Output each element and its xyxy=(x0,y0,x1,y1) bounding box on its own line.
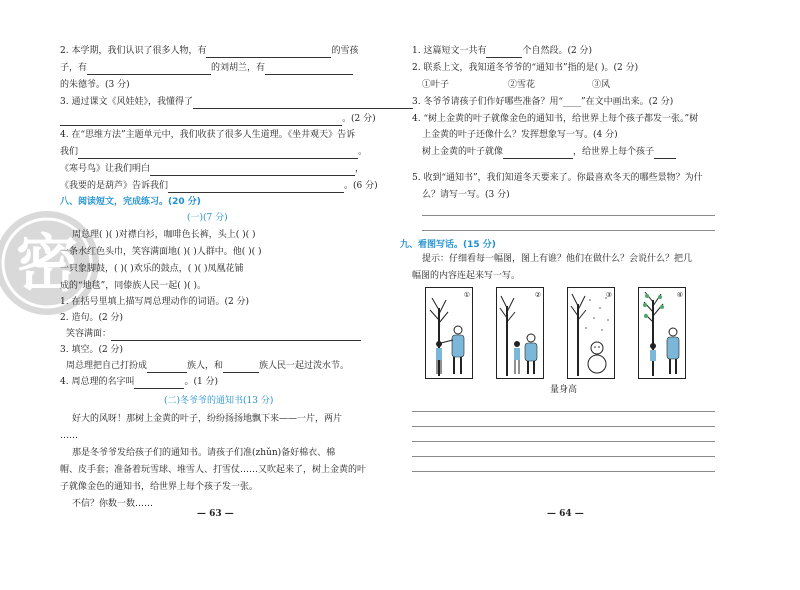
q2-line2: 子，有 的刘胡兰，有 xyxy=(60,62,353,75)
r-q5-line2: 么？请写一写。(3 分) xyxy=(422,190,510,200)
r-q1: 1. 这篇短文一共有 个自然段。(2 分) xyxy=(412,46,593,56)
r-q2-option-2: ②雪花 xyxy=(508,80,536,90)
picture-3: ③ xyxy=(567,287,615,379)
q4-line1: 4. 在“思维方法”主题单元中，我们收获了很多人生道理。《坐井观天》告诉 xyxy=(60,130,356,140)
answer-blank[interactable] xyxy=(78,148,358,159)
r-q2-option-1: ①叶子 xyxy=(422,80,450,90)
r-q4-line2: 上金黄的叶子还像什么？发挥想象写一写。(4 分) xyxy=(422,130,618,140)
page-number: — 64 — xyxy=(547,509,584,519)
answer-blank[interactable] xyxy=(265,64,353,75)
writing-line[interactable] xyxy=(412,456,715,457)
r-q4-line1: 4. “树上金黄的叶子就像金色的通知书，给世界上每个孩子都发一张。”树 xyxy=(412,114,699,124)
answer-blank[interactable] xyxy=(87,64,211,75)
writing-line[interactable] xyxy=(412,441,715,442)
passage1-p3: 一只象脚鼓，( )( )欢乐的鼓点，( )( )凤凰花铺 xyxy=(60,264,244,274)
passage2-p3: 那是冬爷爷发给孩子们的通知书。请孩子们准(zhǔn)备好棉衣、棉 xyxy=(72,448,336,458)
q2-line3: 的朱德爷。(3 分) xyxy=(60,80,130,90)
section-8-heading: 八、阅读短文，完成练习。(20 分) xyxy=(60,197,201,207)
right-page xyxy=(400,0,800,590)
r-q2: 2. 联系上文，我知道冬爷爷的“通知书”指的是( )。(2 分) xyxy=(412,63,639,73)
writing-line[interactable] xyxy=(412,411,715,412)
passage2-p4: 帽、皮手套；准备着玩雪球、堆雪人、打雪仗……又吹起来了，树上金黄的叶 xyxy=(60,465,367,475)
answer-blank[interactable] xyxy=(134,378,184,389)
answer-blank[interactable] xyxy=(111,330,361,341)
passage2-p5: 子就像金色的通知书，给世界上每个孩子发一张。 xyxy=(60,482,259,492)
tip-line1: 提示：仔细看每一幅图，图上有谁？他们在做什么？会说什么？把几 xyxy=(422,254,693,264)
r-q3: 3. 冬爷爷请孩子们作好哪些准备？用“____”在文中画出来。(2 分) xyxy=(412,97,674,107)
picture-1: ① xyxy=(425,287,473,379)
passage1-q3: 3. 填空。(2 分) xyxy=(60,345,124,355)
answer-blank[interactable] xyxy=(206,47,331,58)
answer-blank[interactable] xyxy=(147,362,187,373)
passage2-p6: 不信？你数一数…… xyxy=(72,499,154,509)
page-number: — 63 — xyxy=(197,509,234,519)
passage1-p4: 成的“地毯”，同傣族人民一起( )( )。 xyxy=(60,281,206,291)
passage2-p1: 好大的风呀！那树上金黄的叶子，纷纷扬扬地飘下来——一片，两片 xyxy=(72,414,343,424)
q4-line2: 我们 。 xyxy=(60,147,368,157)
answer-blank[interactable] xyxy=(150,165,355,176)
answer-blank[interactable] xyxy=(168,182,344,193)
r-q2-option-3: ③风 xyxy=(592,80,611,90)
answer-blank[interactable] xyxy=(60,115,342,126)
passage1-q2-answer: 笑容满面： xyxy=(66,328,361,341)
passage1-p2: 一条水红色头巾，笑容满面地( )( )人群中。他( )( ) xyxy=(60,247,262,257)
passage2-p2: …… xyxy=(60,431,78,441)
writing-line[interactable] xyxy=(422,215,715,216)
tip-line2: 幅图的内容连起来写一写。 xyxy=(412,271,521,281)
passage2-title: (二)冬爷爷的通知书(13 分) xyxy=(164,396,274,406)
answer-blank[interactable] xyxy=(503,148,573,159)
q2-line1: 2. 本学期，我们认识了很多人物，有 的雪孩 xyxy=(60,46,359,56)
svg-text:密: 密 xyxy=(15,227,79,300)
answer-blank[interactable] xyxy=(223,362,259,373)
section-9-heading: 九、看图写话。(15 分) xyxy=(400,240,496,250)
picture-4: ④ xyxy=(638,287,686,379)
passage1-q1: 1. 在括号里填上描写周总理动作的词语。(2 分) xyxy=(60,297,250,307)
q4-line4: 《我要的是葫芦》告诉我们 。(6 分) xyxy=(60,181,378,191)
passage1-q4: 4. 周总理的名字叫 。(1 分) xyxy=(60,377,219,387)
picture-caption: 量身高 xyxy=(550,385,578,395)
answer-blank[interactable] xyxy=(193,98,413,109)
passage1-q2: 2. 造句。(2 分) xyxy=(60,313,124,323)
picture-2: ② xyxy=(496,287,544,379)
r-q4-line3: 树上金黄的叶子就像 ，给世界上每个孩子 xyxy=(422,146,676,159)
writing-line[interactable] xyxy=(412,471,715,472)
writing-line[interactable] xyxy=(412,426,715,427)
writing-line[interactable] xyxy=(422,230,715,231)
answer-blank[interactable] xyxy=(486,47,522,58)
passage1-title: (一)(7 分) xyxy=(187,213,228,223)
passage1-p1: 周总理( )( )对襟白衫，咖啡色长裤，头上( )( ) xyxy=(72,230,256,240)
q4-line3: 《寒号鸟》让我们明白 ， xyxy=(60,164,365,174)
r-q5-line1: 5. 收到“通知书”，我们知道冬天要来了。你最喜欢冬天的哪些景物？为什 xyxy=(412,173,703,183)
answer-blank[interactable] xyxy=(654,148,676,159)
passage1-q3-answer: 周总理把自己打扮成 族人，和 族人民一起过泼水节。 xyxy=(66,361,350,371)
q3-line1: 3. 通过课文《风娃娃》，我懂得了 xyxy=(60,96,413,109)
q3-line2: 。(2 分) xyxy=(60,113,376,126)
